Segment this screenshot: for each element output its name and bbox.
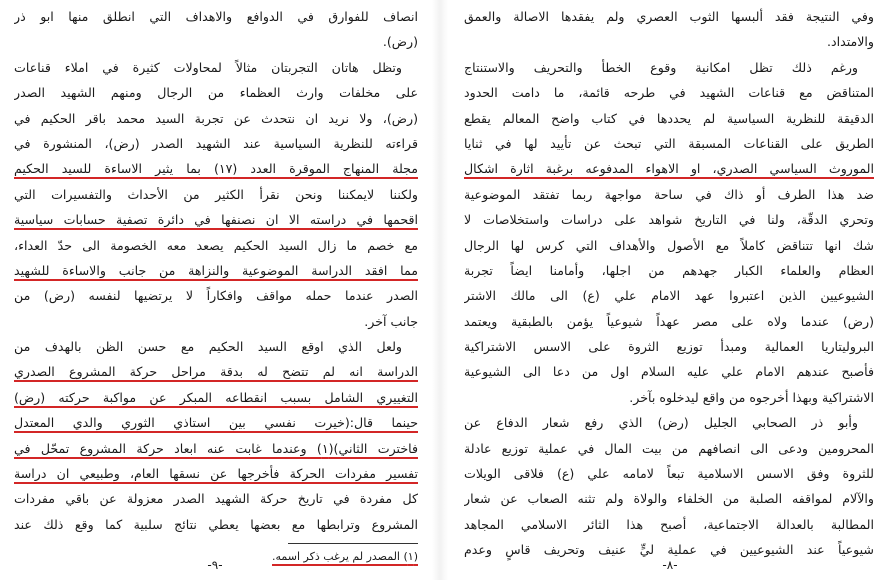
text-line: (رض). (382, 34, 418, 50)
text-line: مما افقد الدراسة الموضوعية والنزاهة من جانب والاساءة للشهيد (14, 262, 418, 278)
text-line: اقحمها في دراسته الا ان نصنفها في دائرة تصفية حسابات سياسية (14, 212, 418, 228)
page-number: -٨- (662, 558, 678, 572)
text-line: الطريق على القناعات المسبقة التي تبحث عن تأييد لها في ثنايا (464, 135, 874, 151)
text-line: ورغم ذلك تظل امكانية وقوع الخطأ والتحريف والاستنتاج (464, 59, 858, 75)
text-line: والآلام لمواقفه الصلبة من الخلفاء والولاة ولم تثنه الصعاب عن شعار (464, 491, 874, 507)
text-line: وأبو ذر الصحابي الجليل (رض) الذي رفع شعار الدفاع عن (464, 415, 858, 431)
text-line: فأصبح عندهم الامام علي عليه السلام اول من دعا الى الشيوعية (464, 364, 874, 380)
text-line: مجلة المنهاج الموقرة العدد (١٧) بما يثير الاساءة للسيد الحكيم (14, 161, 418, 177)
text-line: شيوعياً عند الشيوعيين في عملية ليٍّ عنيف وتحريف قاسٍ وعدم (464, 542, 874, 558)
text-line: الاشتراكية وبهذا أخرجوه من واقع ليدخلوه بآخر. (629, 389, 874, 405)
left-page (0, 0, 430, 580)
text-line: ولكننا لايمكننا ونحن نقرأ الكثير من الأحداث والتفسيرات التي (14, 186, 418, 202)
text-line: المتناقض مع قناعات الشهيد في طرحه قائمة، ما دامت الحدود (464, 85, 874, 101)
text-line: ولعل الذي اوقع السيد الحكيم مع حسن الظن بالهدف من (14, 339, 402, 355)
text-line: للثروة وفق الاسس الاسلامية تبعاً لامامه علي (ع) فلاقى الويلات (464, 466, 874, 482)
text-line: جانب آخر. (364, 313, 418, 329)
text-line: ضد هذا الطرف أو ذاك في ساحة مواجهة ربما تفتقد الموضوعية (464, 186, 874, 202)
text-line: (رض) عندما ولاه على مصر عهداً شيوعياً يؤمن بالطبقية ويعتمد (464, 313, 874, 329)
text-line: وفي النتيجة فقد ألبسها الثوب العصري ولم يفقدها الاصالة والعمق (464, 9, 874, 24)
book-gutter (432, 0, 448, 580)
text-line: شك انها تتناقض كاملاً مع الأصول والأهداف التي كرس لها الرجال (464, 237, 874, 253)
text-line: الدراسة انه لم تتضح له بدقة مراحل حركة المشروع الصدري (14, 364, 418, 380)
text-line: كل مفردة في تاريخ حركة الشهيد الصدر معزولة عن باقي مفردات (14, 491, 418, 507)
text-line: المحرومين ودعى الى انصافهم من بيت المال في عملية توزيع عادلة (464, 440, 874, 456)
text-line: (رض)، ولا نريد ان نتحدث عن تجربة السيد محمد باقر الحكيم في (14, 110, 418, 126)
footnote-divider (288, 543, 418, 544)
footnote: (١) المصدر لم يرغب ذكر اسمه. (272, 550, 418, 564)
text-line: فاخترت الثاني)(١) وعندما غابت عنه ابعاد حركة المشروع تمحّل في (14, 440, 418, 456)
text-line: مع خصم ما زال السيد الحكيم يصعد معه الخصومة الى حدّ العداء، (14, 237, 418, 253)
text-line: العظام والعلماء الكبار جهدهم من اجلها، وأمامنا ايضاً تجربة (464, 262, 874, 278)
page-number: -٩- (207, 558, 223, 572)
text-line: التغييري الشامل بسبب انقطاعه المبكر عن مواكبة حركته (رض) (14, 389, 418, 405)
text-line: الصدر عندما حمله مواقف وافكاراً لا يرتضيها لنفسه (رض) من (14, 288, 418, 304)
text-line: المطالبة بالعدالة الاجتماعية، أصبح هذا الثائر الاسلامي المجاهد (464, 516, 874, 532)
text-line: قراءته للنظرية السياسية عند الشهيد الصدر (رض)، المنشورة في (14, 135, 418, 151)
text-line: والامتداد. (826, 34, 874, 50)
text-line: الموروث السياسي الصدري، او الاهواء المدفوعه برغبة اثارة اشكال (464, 161, 874, 177)
text-line: حينما قال:(خيرت نفسي بين استاذي الثوري والدي المعتدل (14, 415, 418, 431)
text-line: المشروع وترابطها مع بعضها يعطي نتائج سلبية كما وقع ذلك عند (14, 516, 418, 532)
text-line: وتظل هاتان التجربتان مثالاً لمحاولات كثيرة في املاء قناعات (14, 59, 402, 75)
text-line: على مخلفات وارث العظماء من الرجال ومنهم الشهيد الصدر (14, 85, 418, 101)
right-page (450, 0, 884, 580)
text-line: الشيوعيين الذين اعتبروا عهد الامام علي (ع) الى مالك الاشتر (464, 288, 874, 304)
text-line: وتحري الدقّة، ولنا في التاريخ شواهد على دراسات واستخلاصات لا (464, 212, 874, 228)
text-line: البروليتاريا العمالية ومبدأ توزيع الثروة على الاسس الاشتراكية (464, 339, 874, 355)
text-line: انصاف للفوارق في الدوافع والاهداف التي انطلق منها ابو ذر (14, 9, 418, 24)
text-line: تفسير مفردات الحركة فأخرجها عن نسقها العام، وطبيعي ان دراسة (14, 466, 418, 482)
text-line: الدقيقة للنظرية السياسية لم يحددها في كتاب واضح المعالم يقطع (464, 110, 874, 126)
